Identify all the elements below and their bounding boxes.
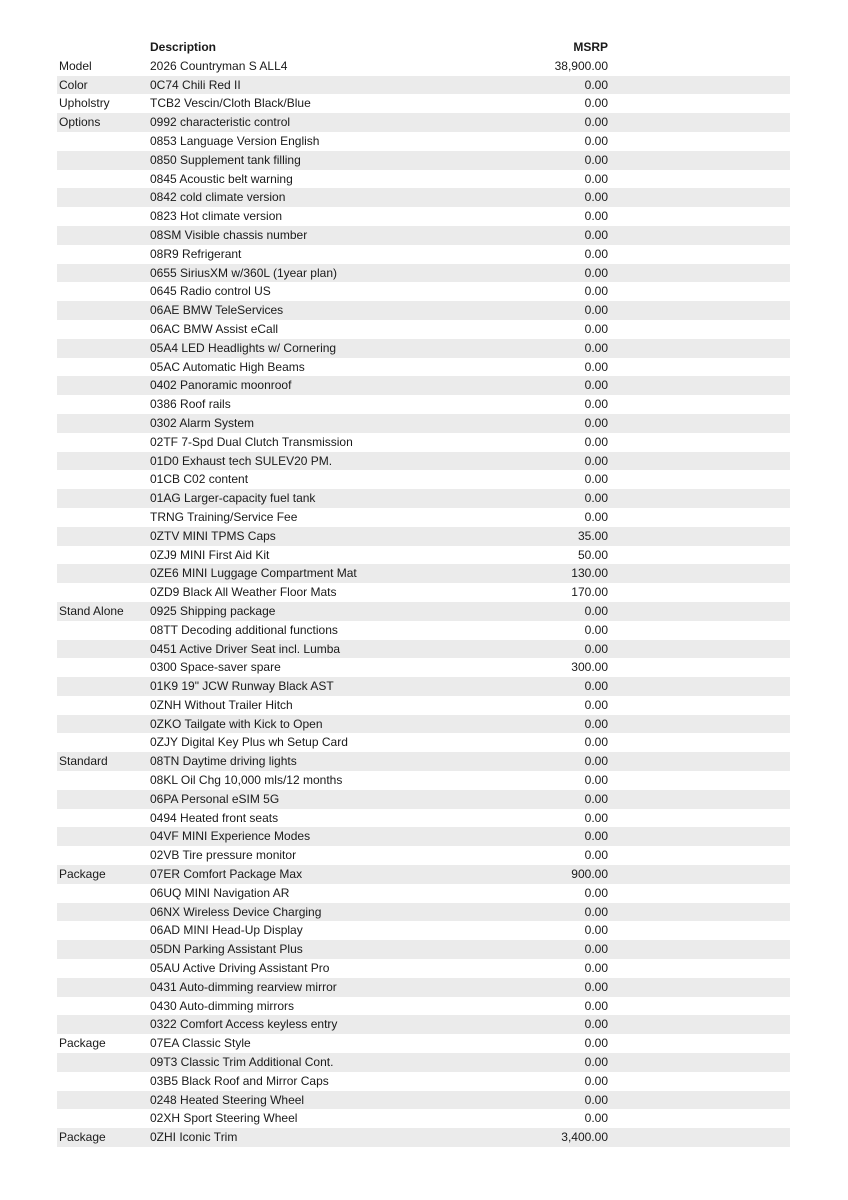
category-cell bbox=[57, 1072, 148, 1091]
description-cell: 0248 Heated Steering Wheel bbox=[148, 1091, 478, 1110]
description-cell: 0322 Comfort Access keyless entry bbox=[148, 1015, 478, 1034]
category-cell: Upholstry bbox=[59, 96, 110, 111]
category-cell: Package bbox=[59, 1036, 106, 1051]
category-cell: Model bbox=[59, 58, 92, 73]
spacer-cell bbox=[610, 865, 790, 884]
msrp-cell: 0.00 bbox=[478, 602, 610, 621]
table-row bbox=[57, 207, 790, 226]
description-cell: 0ZTV MINI TPMS Caps bbox=[148, 527, 478, 546]
msrp-cell: 130.00 bbox=[478, 564, 610, 583]
description-cell: 06AD MINI Head-Up Display bbox=[150, 923, 303, 938]
msrp-cell: 900.00 bbox=[478, 865, 610, 884]
spacer-cell bbox=[610, 1053, 790, 1072]
category-cell bbox=[57, 696, 148, 715]
description-cell: 09T3 Classic Trim Additional Cont. bbox=[148, 1053, 478, 1072]
table-row bbox=[57, 1015, 790, 1034]
msrp-cell: 0.00 bbox=[584, 735, 608, 750]
category-cell bbox=[57, 921, 148, 940]
description-cell: 0ZKO Tailgate with Kick to Open bbox=[148, 715, 478, 734]
description-cell: 0845 Acoustic belt warning bbox=[150, 171, 293, 186]
category-cell bbox=[57, 790, 148, 809]
category-cell bbox=[57, 1053, 148, 1072]
spacer-cell bbox=[610, 207, 790, 226]
spacer-cell bbox=[610, 903, 790, 922]
msrp-cell: 0.00 bbox=[478, 1053, 610, 1072]
description-cell: 05AU Active Driving Assistant Pro bbox=[150, 961, 330, 976]
description-cell: 07EA Classic Style bbox=[150, 1036, 251, 1051]
category-cell: Package bbox=[57, 1128, 148, 1147]
description-column-header: Description bbox=[148, 38, 478, 57]
description-cell: 02VB Tire pressure monitor bbox=[150, 848, 297, 863]
table-row bbox=[57, 1072, 790, 1091]
spacer-cell bbox=[610, 733, 790, 752]
category-cell bbox=[57, 771, 148, 790]
msrp-cell: 0.00 bbox=[478, 940, 610, 959]
spacer-cell bbox=[610, 846, 790, 865]
spacer-cell bbox=[610, 508, 790, 527]
category-cell bbox=[57, 903, 148, 922]
table-row bbox=[57, 132, 790, 151]
spacer-cell bbox=[610, 771, 790, 790]
spacer-cell bbox=[610, 470, 790, 489]
table-row bbox=[57, 658, 790, 677]
msrp-cell: 0.00 bbox=[478, 452, 610, 471]
spacer-cell bbox=[610, 1015, 790, 1034]
table-row bbox=[57, 226, 790, 245]
table-row bbox=[57, 1053, 790, 1072]
vehicle-pricing-table bbox=[57, 38, 790, 1147]
description-cell: TCB2 Vescin/Cloth Black/Blue bbox=[150, 96, 311, 111]
msrp-cell: 0.00 bbox=[478, 1091, 610, 1110]
table-row bbox=[57, 564, 790, 583]
table-row bbox=[57, 546, 790, 565]
table-row bbox=[57, 602, 790, 621]
table-row bbox=[57, 489, 790, 508]
spacer-cell bbox=[610, 752, 790, 771]
category-cell bbox=[57, 1091, 148, 1110]
table-row bbox=[57, 940, 790, 959]
description-cell: 0ZHI Iconic Trim bbox=[148, 1128, 478, 1147]
msrp-cell: 0.00 bbox=[584, 848, 608, 863]
msrp-cell: 0.00 bbox=[478, 640, 610, 659]
category-cell: Standard bbox=[57, 752, 148, 771]
msrp-cell: 0.00 bbox=[584, 209, 608, 224]
spacer-cell bbox=[610, 358, 790, 377]
table-row bbox=[57, 696, 790, 715]
msrp-cell: 0.00 bbox=[584, 321, 608, 336]
spacer-cell bbox=[610, 1109, 790, 1128]
category-column-header bbox=[57, 38, 148, 57]
table-row bbox=[57, 527, 790, 546]
category-cell bbox=[57, 546, 148, 565]
category-cell bbox=[57, 677, 148, 696]
category-cell bbox=[57, 809, 148, 828]
msrp-cell: 0.00 bbox=[478, 752, 610, 771]
category-cell bbox=[57, 978, 148, 997]
table-row bbox=[57, 508, 790, 527]
msrp-cell: 0.00 bbox=[478, 677, 610, 696]
category-cell bbox=[57, 583, 148, 602]
description-cell: 0ZD9 Black All Weather Floor Mats bbox=[150, 585, 337, 600]
spacer-cell bbox=[610, 677, 790, 696]
msrp-cell: 300.00 bbox=[571, 660, 608, 675]
table-row bbox=[57, 264, 790, 283]
spacer-cell bbox=[610, 395, 790, 414]
description-cell: TRNG Training/Service Fee bbox=[150, 509, 298, 524]
description-cell: 0850 Supplement tank filling bbox=[148, 151, 478, 170]
msrp-cell: 0.00 bbox=[584, 246, 608, 261]
spacer-cell bbox=[610, 827, 790, 846]
table-row bbox=[57, 113, 790, 132]
msrp-cell: 0.00 bbox=[584, 171, 608, 186]
description-cell: 08SM Visible chassis number bbox=[148, 226, 478, 245]
description-cell: 02XH Sport Steering Wheel bbox=[150, 1111, 298, 1126]
table-row bbox=[57, 846, 790, 865]
msrp-cell: 0.00 bbox=[478, 301, 610, 320]
table-row bbox=[57, 395, 790, 414]
table-row bbox=[57, 76, 790, 95]
description-cell: 2026 Countryman S ALL4 bbox=[150, 58, 288, 73]
category-cell bbox=[57, 658, 148, 677]
table-row bbox=[57, 1109, 790, 1128]
description-cell: 0853 Language Version English bbox=[150, 133, 320, 148]
msrp-cell: 0.00 bbox=[478, 339, 610, 358]
table-row bbox=[57, 827, 790, 846]
category-cell bbox=[57, 621, 148, 640]
category-cell bbox=[57, 940, 148, 959]
category-cell: Stand Alone bbox=[57, 602, 148, 621]
table-row bbox=[57, 57, 790, 76]
table-row bbox=[57, 358, 790, 377]
description-cell: 0645 Radio control US bbox=[150, 284, 271, 299]
table-row bbox=[57, 282, 790, 301]
category-cell bbox=[57, 170, 148, 189]
msrp-cell: 0.00 bbox=[584, 472, 608, 487]
description-cell: 06AE BMW TeleServices bbox=[148, 301, 478, 320]
description-cell: 0992 characteristic control bbox=[148, 113, 478, 132]
category-cell bbox=[57, 1109, 148, 1128]
table-row bbox=[57, 433, 790, 452]
spacer-cell bbox=[610, 583, 790, 602]
description-cell: 0386 Roof rails bbox=[150, 397, 231, 412]
category-cell bbox=[57, 282, 148, 301]
spacer-cell bbox=[610, 997, 790, 1016]
category-cell bbox=[57, 414, 148, 433]
table-row bbox=[57, 621, 790, 640]
spacer-cell bbox=[610, 564, 790, 583]
msrp-cell: 0.00 bbox=[584, 961, 608, 976]
msrp-cell: 0.00 bbox=[584, 284, 608, 299]
msrp-cell: 0.00 bbox=[478, 188, 610, 207]
category-cell: Package bbox=[57, 865, 148, 884]
description-cell: 01K9 19" JCW Runway Black AST bbox=[148, 677, 478, 696]
msrp-cell: 0.00 bbox=[478, 151, 610, 170]
spacer-cell bbox=[610, 1091, 790, 1110]
table-row bbox=[57, 959, 790, 978]
table-row bbox=[57, 997, 790, 1016]
description-cell: 01D0 Exhaust tech SULEV20 PM. bbox=[148, 452, 478, 471]
category-cell bbox=[57, 470, 148, 489]
category-cell bbox=[57, 959, 148, 978]
spacer-cell bbox=[610, 658, 790, 677]
msrp-cell: 0.00 bbox=[478, 414, 610, 433]
spacer-cell bbox=[610, 433, 790, 452]
msrp-cell: 0.00 bbox=[478, 376, 610, 395]
spacer-cell bbox=[610, 696, 790, 715]
category-cell bbox=[57, 715, 148, 734]
msrp-cell: 0.00 bbox=[584, 509, 608, 524]
table-row bbox=[57, 809, 790, 828]
category-cell: Options bbox=[57, 113, 148, 132]
spacer-cell bbox=[610, 809, 790, 828]
description-cell: 0655 SiriusXM w/360L (1year plan) bbox=[148, 264, 478, 283]
category-cell bbox=[57, 339, 148, 358]
description-cell: 03B5 Black Roof and Mirror Caps bbox=[150, 1073, 329, 1088]
msrp-cell: 0.00 bbox=[584, 810, 608, 825]
spacer-cell bbox=[610, 188, 790, 207]
header-row bbox=[57, 38, 790, 57]
table-row bbox=[57, 1128, 790, 1147]
category-cell bbox=[57, 827, 148, 846]
spacer-cell bbox=[610, 959, 790, 978]
msrp-cell: 0.00 bbox=[478, 790, 610, 809]
category-cell bbox=[57, 151, 148, 170]
table-row bbox=[57, 752, 790, 771]
msrp-cell: 0.00 bbox=[584, 923, 608, 938]
category-cell bbox=[57, 395, 148, 414]
category-cell bbox=[57, 226, 148, 245]
category-cell bbox=[57, 508, 148, 527]
spacer-cell bbox=[610, 978, 790, 997]
table-row bbox=[57, 320, 790, 339]
spacer-cell bbox=[610, 245, 790, 264]
msrp-cell: 0.00 bbox=[478, 264, 610, 283]
table-header bbox=[57, 38, 790, 57]
table-row bbox=[57, 583, 790, 602]
msrp-cell: 0.00 bbox=[584, 1111, 608, 1126]
vehicle-pricing-table-wrap bbox=[57, 38, 790, 1147]
category-cell bbox=[57, 997, 148, 1016]
table-row bbox=[57, 376, 790, 395]
table-row bbox=[57, 640, 790, 659]
spacer-cell bbox=[610, 790, 790, 809]
msrp-cell: 0.00 bbox=[584, 397, 608, 412]
description-cell: 0925 Shipping package bbox=[148, 602, 478, 621]
spacer-cell bbox=[610, 921, 790, 940]
msrp-cell: 0.00 bbox=[478, 113, 610, 132]
table-row bbox=[57, 339, 790, 358]
table-row bbox=[57, 470, 790, 489]
spacer-cell bbox=[610, 151, 790, 170]
table-row bbox=[57, 677, 790, 696]
table-row bbox=[57, 245, 790, 264]
table-row bbox=[57, 1034, 790, 1053]
msrp-cell: 0.00 bbox=[478, 1015, 610, 1034]
table-row bbox=[57, 94, 790, 113]
description-cell: 01AG Larger-capacity fuel tank bbox=[148, 489, 478, 508]
spacer-cell bbox=[610, 320, 790, 339]
table-row bbox=[57, 921, 790, 940]
table-row bbox=[57, 151, 790, 170]
description-cell: 0ZJ9 MINI First Aid Kit bbox=[150, 547, 270, 562]
spacer-cell bbox=[610, 57, 790, 76]
msrp-cell: 0.00 bbox=[584, 434, 608, 449]
spacer-cell bbox=[610, 546, 790, 565]
description-cell: 0300 Space-saver spare bbox=[150, 660, 281, 675]
description-cell: 08R9 Refrigerant bbox=[150, 246, 242, 261]
msrp-cell: 50.00 bbox=[577, 547, 608, 562]
description-cell: 08KL Oil Chg 10,000 mls/12 months bbox=[150, 773, 343, 788]
spacer-cell bbox=[610, 1072, 790, 1091]
category-cell bbox=[57, 132, 148, 151]
spacer-cell bbox=[610, 621, 790, 640]
msrp-cell: 0.00 bbox=[478, 226, 610, 245]
table-row bbox=[57, 301, 790, 320]
msrp-cell: 0.00 bbox=[584, 697, 608, 712]
category-cell bbox=[57, 564, 148, 583]
description-cell: 05DN Parking Assistant Plus bbox=[148, 940, 478, 959]
category-cell bbox=[57, 1015, 148, 1034]
spacer-cell bbox=[610, 132, 790, 151]
msrp-cell: 0.00 bbox=[584, 773, 608, 788]
spacer-cell bbox=[610, 226, 790, 245]
spacer-cell bbox=[610, 602, 790, 621]
spacer-cell bbox=[610, 1034, 790, 1053]
table-row bbox=[57, 733, 790, 752]
description-cell: 0430 Auto-dimming mirrors bbox=[150, 998, 295, 1013]
description-cell: 0842 cold climate version bbox=[148, 188, 478, 207]
msrp-cell: 0.00 bbox=[478, 489, 610, 508]
description-cell: 07ER Comfort Package Max bbox=[148, 865, 478, 884]
description-cell: 0823 Hot climate version bbox=[150, 209, 283, 224]
table-row bbox=[57, 884, 790, 903]
spacer-cell bbox=[610, 1128, 790, 1147]
category-cell bbox=[57, 245, 148, 264]
spacer-cell bbox=[610, 884, 790, 903]
category-cell bbox=[57, 188, 148, 207]
msrp-cell: 0.00 bbox=[584, 622, 608, 637]
description-cell: 0ZE6 MINI Luggage Compartment Mat bbox=[148, 564, 478, 583]
category-cell bbox=[57, 301, 148, 320]
spacer-cell bbox=[610, 339, 790, 358]
description-cell: 0C74 Chili Red II bbox=[148, 76, 478, 95]
category-cell bbox=[57, 358, 148, 377]
msrp-cell: 0.00 bbox=[584, 1073, 608, 1088]
category-cell: Color bbox=[57, 76, 148, 95]
table-row bbox=[57, 978, 790, 997]
description-cell: 06AC BMW Assist eCall bbox=[150, 321, 279, 336]
description-cell: 0494 Heated front seats bbox=[150, 810, 279, 825]
category-cell bbox=[57, 320, 148, 339]
category-cell bbox=[57, 433, 148, 452]
category-cell bbox=[57, 527, 148, 546]
msrp-cell: 38,900.00 bbox=[554, 58, 608, 73]
category-cell bbox=[57, 207, 148, 226]
msrp-cell: 35.00 bbox=[478, 527, 610, 546]
spacer-cell bbox=[610, 264, 790, 283]
spacer-cell bbox=[610, 527, 790, 546]
description-cell: 06PA Personal eSIM 5G bbox=[148, 790, 478, 809]
table-row bbox=[57, 170, 790, 189]
msrp-cell: 0.00 bbox=[478, 827, 610, 846]
pricing-table-body bbox=[57, 57, 790, 1147]
description-cell: 06NX Wireless Device Charging bbox=[148, 903, 478, 922]
description-cell: 05AC Automatic High Beams bbox=[150, 359, 305, 374]
spacer-cell bbox=[610, 282, 790, 301]
table-row bbox=[57, 771, 790, 790]
spacer-cell bbox=[610, 489, 790, 508]
spacer-cell bbox=[610, 715, 790, 734]
msrp-cell: 0.00 bbox=[478, 715, 610, 734]
description-cell: 06UQ MINI Navigation AR bbox=[150, 885, 290, 900]
category-cell bbox=[57, 452, 148, 471]
msrp-cell: 0.00 bbox=[584, 1036, 608, 1051]
category-cell bbox=[57, 376, 148, 395]
description-cell: 02TF 7-Spd Dual Clutch Transmission bbox=[150, 434, 353, 449]
description-cell: 0451 Active Driver Seat incl. Lumba bbox=[148, 640, 478, 659]
spacer-cell bbox=[610, 940, 790, 959]
description-cell: 01CB C02 content bbox=[150, 472, 249, 487]
description-cell: 04VF MINI Experience Modes bbox=[148, 827, 478, 846]
description-cell: 0402 Panoramic moonroof bbox=[148, 376, 478, 395]
table-row bbox=[57, 790, 790, 809]
table-row bbox=[57, 903, 790, 922]
table-row bbox=[57, 865, 790, 884]
spacer-column-header bbox=[610, 38, 790, 57]
spacer-cell bbox=[610, 94, 790, 113]
msrp-cell: 0.00 bbox=[584, 96, 608, 111]
description-cell: 0ZJY Digital Key Plus wh Setup Card bbox=[150, 735, 348, 750]
msrp-cell: 0.00 bbox=[584, 359, 608, 374]
description-cell: 0431 Auto-dimming rearview mirror bbox=[148, 978, 478, 997]
spacer-cell bbox=[610, 414, 790, 433]
msrp-cell: 0.00 bbox=[584, 998, 608, 1013]
msrp-cell: 0.00 bbox=[584, 885, 608, 900]
description-cell: 08TT Decoding additional functions bbox=[150, 622, 338, 637]
category-cell bbox=[57, 489, 148, 508]
description-cell: 0ZNH Without Trailer Hitch bbox=[150, 697, 293, 712]
msrp-cell: 0.00 bbox=[478, 978, 610, 997]
description-cell: 08TN Daytime driving lights bbox=[148, 752, 478, 771]
table-row bbox=[57, 188, 790, 207]
msrp-column-header: MSRP bbox=[478, 38, 610, 57]
msrp-cell: 170.00 bbox=[571, 585, 608, 600]
spacer-cell bbox=[610, 452, 790, 471]
description-cell: 0302 Alarm System bbox=[148, 414, 478, 433]
table-row bbox=[57, 414, 790, 433]
category-cell bbox=[57, 884, 148, 903]
msrp-cell: 0.00 bbox=[478, 903, 610, 922]
category-cell bbox=[57, 264, 148, 283]
category-cell bbox=[57, 640, 148, 659]
spacer-cell bbox=[610, 113, 790, 132]
spacer-cell bbox=[610, 640, 790, 659]
spacer-cell bbox=[610, 76, 790, 95]
table-row bbox=[57, 452, 790, 471]
spacer-cell bbox=[610, 376, 790, 395]
category-cell bbox=[57, 733, 148, 752]
msrp-cell: 3,400.00 bbox=[478, 1128, 610, 1147]
msrp-cell: 0.00 bbox=[584, 133, 608, 148]
category-cell bbox=[57, 846, 148, 865]
table-row bbox=[57, 715, 790, 734]
spacer-cell bbox=[610, 301, 790, 320]
table-row bbox=[57, 1091, 790, 1110]
description-cell: 05A4 LED Headlights w/ Cornering bbox=[148, 339, 478, 358]
msrp-cell: 0.00 bbox=[478, 76, 610, 95]
spacer-cell bbox=[610, 170, 790, 189]
